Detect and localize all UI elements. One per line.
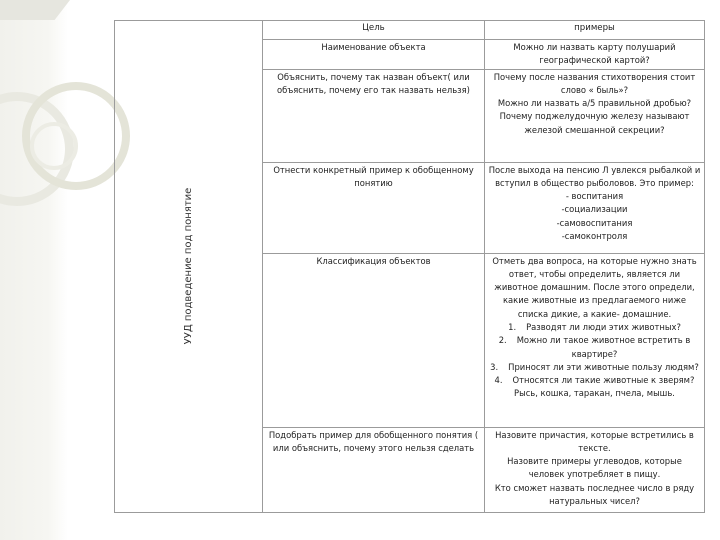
goal-text: Подобрать пример для обобщенного понятия ( или объяснить, почему этого нельзя сделать — [268, 429, 479, 453]
list-item: 3. Приносят ли эти животные пользу людям? — [490, 361, 699, 372]
background-strip — [0, 0, 68, 540]
sidebar-label: УУД подведение под понятие — [182, 187, 194, 345]
goal-text: Наименование объекта — [321, 42, 426, 52]
examples-cell — [485, 40, 705, 70]
header-examples: примеры — [485, 21, 705, 40]
examples-cell — [485, 69, 705, 162]
examples-cell — [485, 253, 705, 427]
decorative-ring — [30, 122, 78, 170]
list-item: 1. Разводят ли люди этих животных? — [508, 321, 681, 332]
background-top-bar — [0, 0, 70, 20]
example-outro: Рысь, кошка, таракан, пчела, мышь. — [514, 388, 675, 399]
goal-cell — [263, 427, 485, 512]
sidebar-cell — [115, 21, 263, 513]
goal-text: Отнести конкретный пример к обобщенному понятию — [273, 164, 474, 188]
header-goal: Цель — [263, 21, 485, 40]
examples-cell — [485, 162, 705, 253]
goal-cell — [263, 162, 485, 253]
example-line: Почему после названия стихотворения стоит слово « быль»? — [493, 71, 696, 95]
list-item: 2. Можно ли такое животное встретить в квартире? — [498, 335, 691, 359]
goal-cell — [263, 69, 485, 162]
example-line: -социализации — [561, 204, 628, 215]
goal-cell — [263, 40, 485, 70]
goal-text: Объяснить, почему так назван объект( или объяснить, почему его так назвать нельзя) — [277, 71, 470, 95]
example-line: После выхода на пенсию Л увлекся рыбалкой и вступил в общество рыболовов. Это пример: — [488, 164, 701, 188]
example-line: - воспитания — [565, 191, 624, 202]
goal-text: Классификация объектов — [316, 255, 431, 266]
example-line: Кто сможет назвать последнее число в ряду натуральных чисел? — [494, 482, 695, 506]
example-line: -самовоспитания — [556, 217, 633, 228]
example-line: Можно ли назвать a/5 правильной дробью? — [497, 98, 692, 109]
example-line: Назовите причастия, которые встретились в тексте. — [495, 429, 694, 453]
example-line: Почему поджелудочную железу называют железой смешанной секреции? — [499, 111, 690, 135]
decorative-ring — [0, 92, 74, 206]
example-intro: Отметь два вопроса, на которые нужно знать ответ, чтобы определить, является ли животное домашним. После этого определи, какие животные из предлагаемого ниже списка дикие, а какие- домашние. — [492, 255, 697, 319]
goal-cell — [263, 253, 485, 427]
uud-table — [114, 20, 705, 513]
list-item: 4. Относятся ли такие животные к зверям? — [494, 375, 695, 386]
example-line: Можно ли назвать карту полушарий географической картой? — [513, 42, 676, 66]
table-header-row — [115, 21, 705, 40]
example-line: -самоконтроля — [561, 230, 628, 241]
examples-cell — [485, 427, 705, 512]
example-line: Назовите примеры углеводов, которые человек употребляет в пищу. — [507, 456, 682, 480]
question-list — [488, 321, 701, 387]
